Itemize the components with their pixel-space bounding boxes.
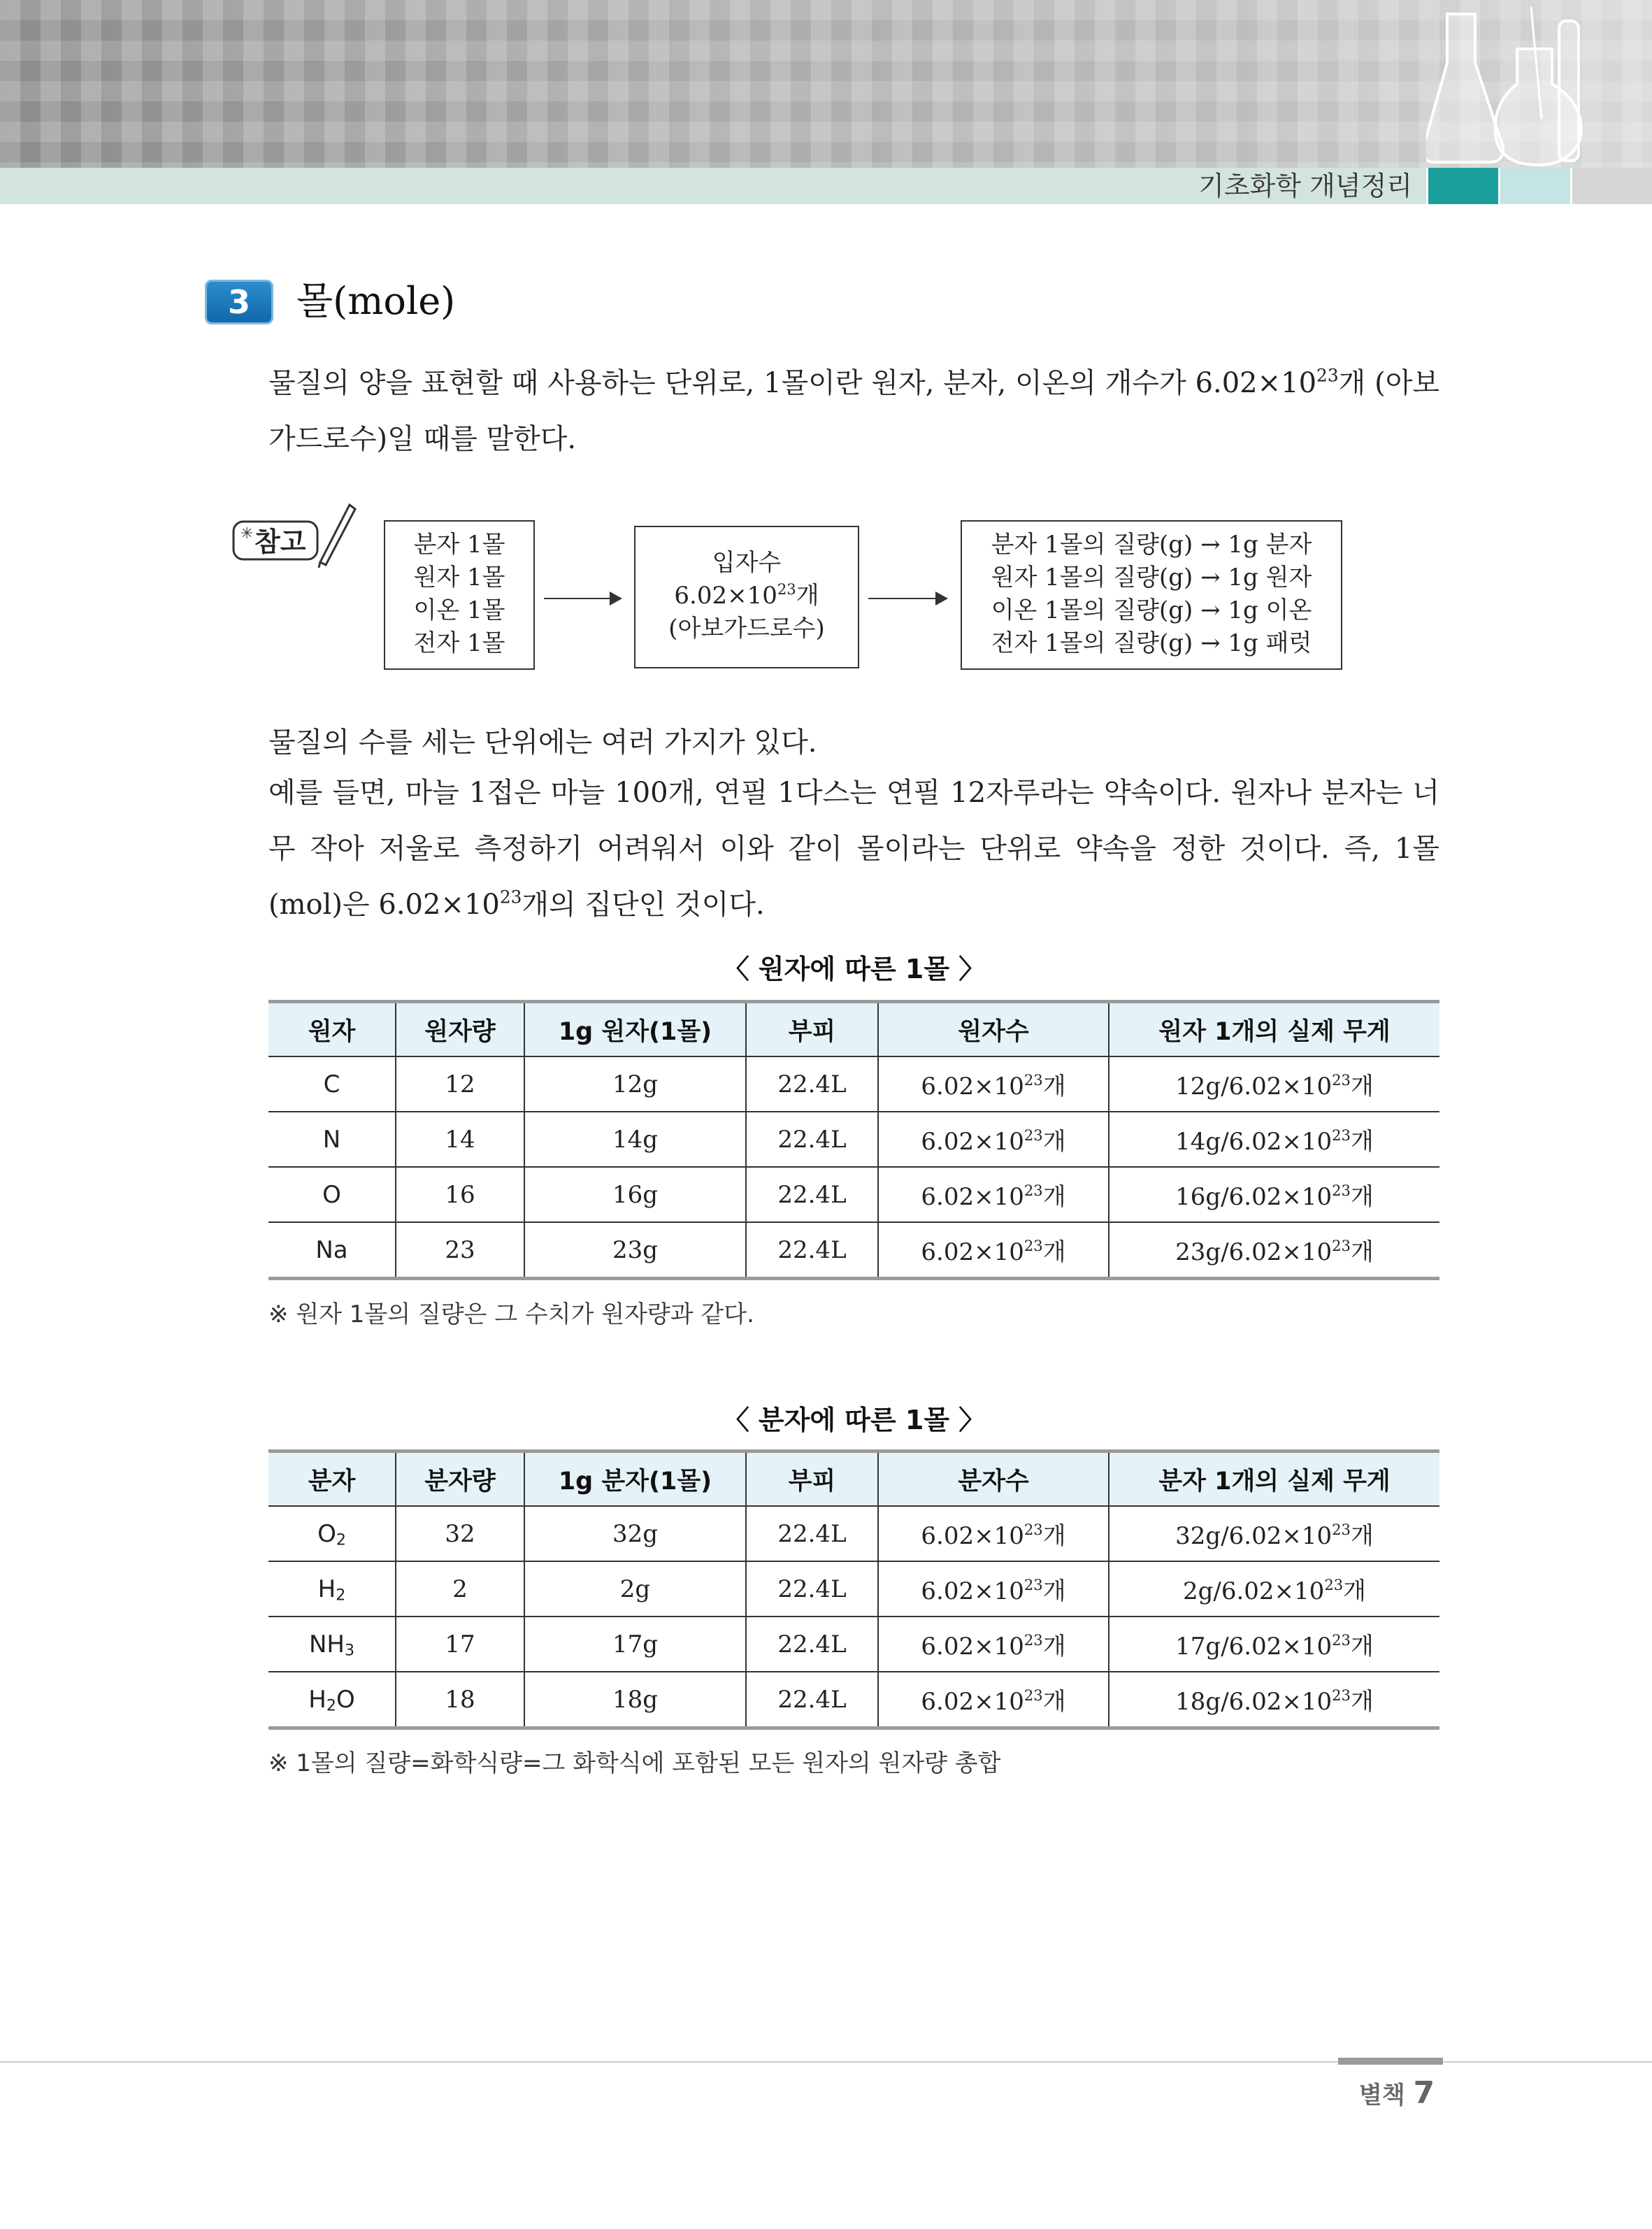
table-cell: $6.02\times 10^{23}$개 <box>878 1561 1109 1617</box>
body-paragraph-2: 예를 들면, 마늘 1접은 마늘 100개, 연필 1다스는 연필 12자루라는 약속이다. 원자나 분자는 너무 작아 저울로 측정하기 어려워서 이와 같이 몰이라는 단위로 약속을 정한 것이다. 즉, 1몰 (mol)은 $6.02\times 10^{23}$개의 집단인 것이다. <box>268 777 1439 921</box>
table-cell: 23 <box>396 1222 524 1279</box>
avogadro-number-box <box>634 526 859 668</box>
table-cell: 16g <box>524 1167 746 1222</box>
table-cell: 22.4L <box>746 1672 878 1728</box>
header-accent-block <box>1572 168 1652 204</box>
diagram-line: 이온 1몰 <box>413 596 505 624</box>
table-cell: $17g/6.02\times 10^{23}$개 <box>1109 1617 1439 1672</box>
atom-table-footnote: ※ 원자 1몰의 질량은 그 수치가 원자량과 같다. <box>268 1300 754 1328</box>
table-header: 분자량 <box>396 1452 524 1507</box>
table-cell: 2g <box>524 1561 746 1617</box>
diagram-line: 입자수 <box>712 549 782 577</box>
table-cell: 22.4L <box>746 1617 878 1672</box>
table-header: 원자 <box>268 1002 396 1057</box>
table-cell: N <box>268 1112 396 1167</box>
table-cell: $6.02\times 10^{23}$개 <box>878 1167 1109 1222</box>
table-header: 부피 <box>746 1002 878 1057</box>
header-title: 기초화학 개념정리 <box>1198 171 1412 201</box>
table-cell: $2g/6.02\times 10^{23}$개 <box>1109 1561 1439 1617</box>
footer-accent <box>1338 2058 1443 2065</box>
table-cell: 17 <box>396 1617 524 1672</box>
table-row <box>268 1506 1439 1561</box>
right-arrow-icon <box>868 598 947 599</box>
page-number: 별책 7 <box>1359 2075 1435 2111</box>
table-cell: 12g <box>524 1056 746 1112</box>
table-cell: $6.02\times 10^{23}$개 <box>878 1672 1109 1728</box>
right-arrow-icon <box>544 598 621 599</box>
body-paragraph-1: 물질의 수를 세는 단위에는 여러 가지가 있다. <box>268 726 817 759</box>
diagram-line: $6.02\times 10^{23}$개 <box>674 580 819 610</box>
reference-label: 참고 <box>254 526 306 557</box>
diagram-line: 전자 1몰 <box>413 629 505 657</box>
svg-text:✳: ✳ <box>240 525 254 543</box>
molecule-table-footnote: ※ 1몰의 질량=화학식량=그 화학식에 포함된 모든 원자의 원자량 총합 <box>268 1749 1001 1777</box>
table-cell: 23g <box>524 1222 746 1279</box>
table-header: 1g 원자(1몰) <box>524 1002 746 1057</box>
table-cell: $23g/6.02\times 10^{23}$개 <box>1109 1222 1439 1279</box>
particle-types-box <box>384 520 535 670</box>
table-cell: 18g <box>524 1672 746 1728</box>
table-cell: 17g <box>524 1617 746 1672</box>
section-number-badge: 3 <box>205 280 273 324</box>
reference-note-icon <box>231 498 357 568</box>
table-cell: 22.4L <box>746 1561 878 1617</box>
diagram-line: (아보가드로수) <box>668 615 825 643</box>
table-header: 분자 1개의 실제 무게 <box>1109 1452 1439 1507</box>
header-pattern <box>0 0 1652 168</box>
section-title: 몰(mole) <box>296 279 456 323</box>
table-cell: $H_2$ <box>268 1561 396 1617</box>
header-accent-block <box>1428 168 1498 204</box>
table-row <box>268 1617 1439 1672</box>
table-cell: $16g/6.02\times 10^{23}$개 <box>1109 1167 1439 1222</box>
diagram-line: 원자 1몰 <box>413 564 505 592</box>
table-cell: $6.02\times 10^{23}$개 <box>878 1617 1109 1672</box>
table-cell: 32 <box>396 1506 524 1561</box>
table-header-row <box>268 1002 1439 1057</box>
table-cell: $12g/6.02\times 10^{23}$개 <box>1109 1056 1439 1112</box>
table-row <box>268 1222 1439 1279</box>
intro-paragraph: 물질의 양을 표현할 때 사용하는 단위로, 1몰이란 원자, 분자, 이온의 개수가 $6.02\times 10^{23}$개 (아보가드로수)일 때를 말한다. <box>268 365 1439 455</box>
table-header: 분자수 <box>878 1452 1109 1507</box>
table-header: 원자 1개의 실제 무게 <box>1109 1002 1439 1057</box>
table-cell: 2 <box>396 1561 524 1617</box>
table-cell: $6.02\times 10^{23}$개 <box>878 1222 1109 1279</box>
table-cell: 18 <box>396 1672 524 1728</box>
header-accent-block <box>1500 168 1570 204</box>
mass-relation-box <box>961 520 1342 670</box>
table-header-row <box>268 1452 1439 1507</box>
table-cell: $6.02\times 10^{23}$개 <box>878 1506 1109 1561</box>
table-cell: $NH_3$ <box>268 1617 396 1672</box>
table-cell: $O_2$ <box>268 1506 396 1561</box>
table-row <box>268 1167 1439 1222</box>
diagram-line: 원자 1몰의 질량(g) → 1g 원자 <box>991 564 1312 592</box>
table-row <box>268 1561 1439 1617</box>
atom-mole-table <box>268 1000 1439 1280</box>
table-cell: 22.4L <box>746 1506 878 1561</box>
table-header: 원자량 <box>396 1002 524 1057</box>
table-header: 원자수 <box>878 1002 1109 1057</box>
table-cell: $14g/6.02\times 10^{23}$개 <box>1109 1112 1439 1167</box>
table-cell: 14 <box>396 1112 524 1167</box>
table-cell: 22.4L <box>746 1167 878 1222</box>
diagram-line: 분자 1몰 <box>413 531 505 559</box>
diagram-line: 전자 1몰의 질량(g) → 1g 패럿 <box>991 629 1312 657</box>
table-cell: $18g/6.02\times 10^{23}$개 <box>1109 1672 1439 1728</box>
table-row <box>268 1056 1439 1112</box>
diagram-line: 이온 1몰의 질량(g) → 1g 이온 <box>991 596 1312 624</box>
table-cell: $32g/6.02\times 10^{23}$개 <box>1109 1506 1439 1561</box>
table-row <box>268 1112 1439 1167</box>
table-cell: O <box>268 1167 396 1222</box>
table-cell: 16 <box>396 1167 524 1222</box>
header-band <box>0 168 1426 204</box>
lab-glassware-icon <box>1426 7 1594 168</box>
table-cell: $H_2O$ <box>268 1672 396 1728</box>
table-header: 분자 <box>268 1452 396 1507</box>
table-header: 부피 <box>746 1452 878 1507</box>
table-cell: 32g <box>524 1506 746 1561</box>
table-cell: 22.4L <box>746 1112 878 1167</box>
table-cell: $6.02\times 10^{23}$개 <box>878 1112 1109 1167</box>
table-cell: 12 <box>396 1056 524 1112</box>
table-cell: Na <box>268 1222 396 1279</box>
table-cell: 22.4L <box>746 1222 878 1279</box>
table-cell: 22.4L <box>746 1056 878 1112</box>
table-header: 1g 분자(1몰) <box>524 1452 746 1507</box>
diagram-line: 분자 1몰의 질량(g) → 1g 분자 <box>991 531 1312 559</box>
table-cell: C <box>268 1056 396 1112</box>
table-row <box>268 1672 1439 1728</box>
molecule-mole-table <box>268 1449 1439 1730</box>
table-cell: 14g <box>524 1112 746 1167</box>
table-cell: $6.02\times 10^{23}$개 <box>878 1056 1109 1112</box>
molecule-table-caption: 〈 분자에 따른 1몰 〉 <box>722 1405 986 1435</box>
atom-table-caption: 〈 원자에 따른 1몰 〉 <box>722 954 986 984</box>
